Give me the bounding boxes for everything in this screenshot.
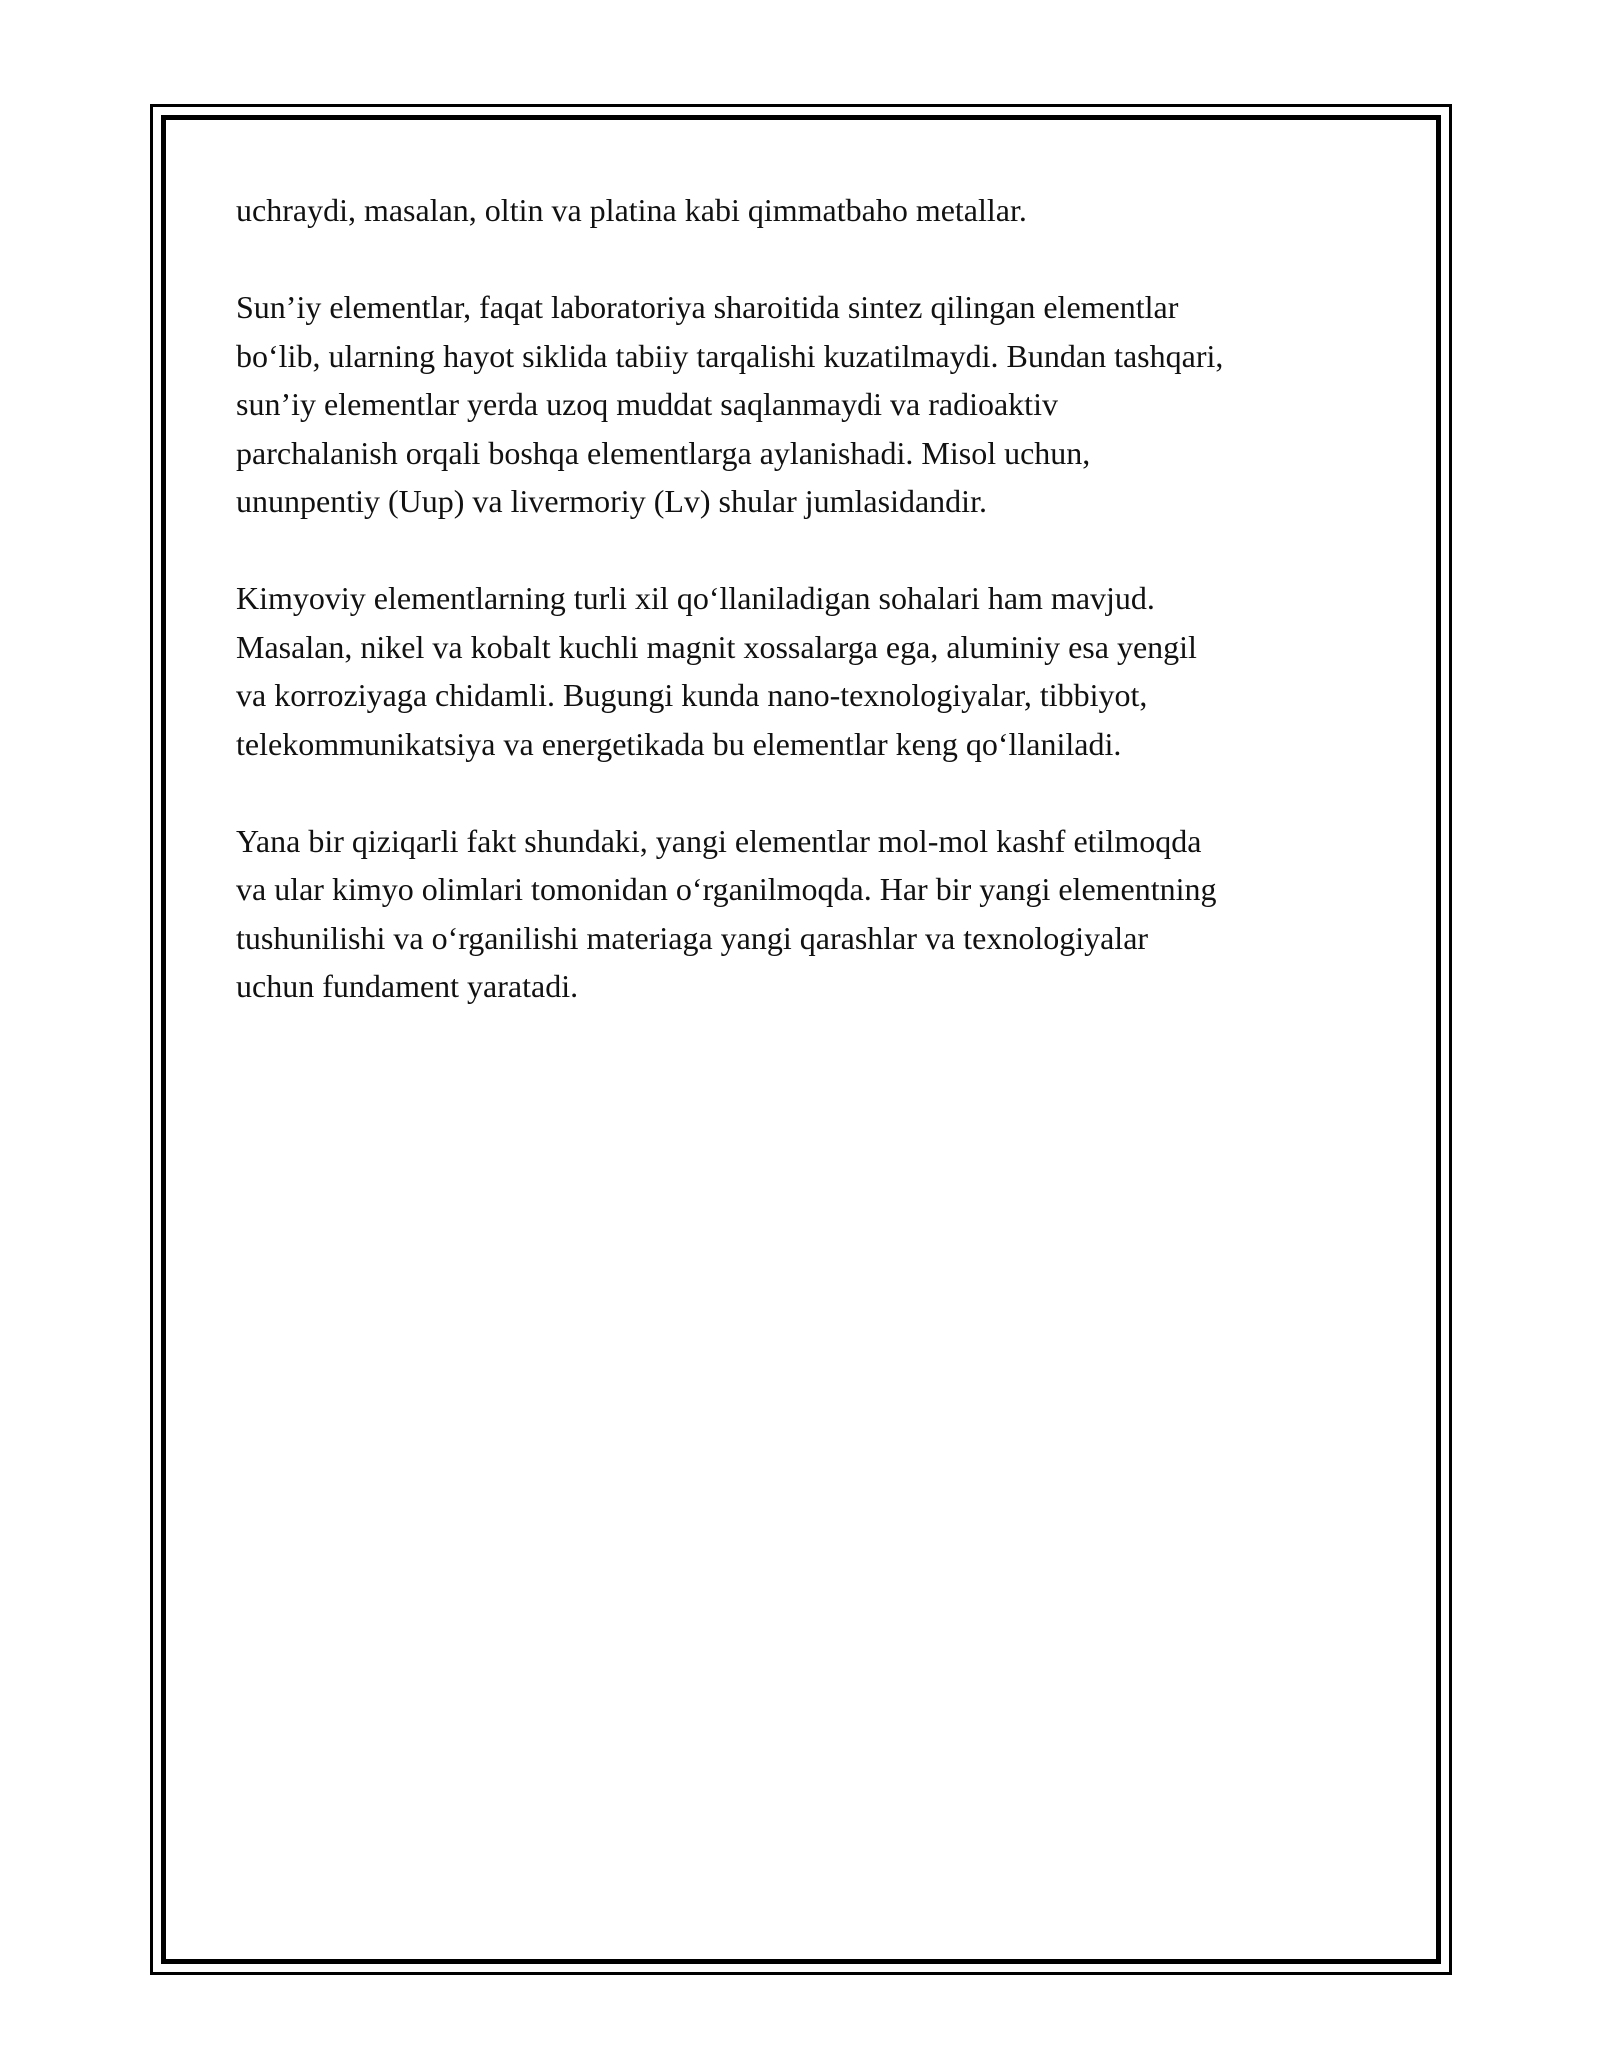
- paragraph-3: Kimyoviy elementlarning turli xil qo‘llaniladigan sohalari ham mavjud. Masalan, nikel va kobalt kuchli magnit xossalarga ega, aluminiy esa yengil va korroziyaga chidamli. Bugungi kunda nano-texnologiyalar, tibbiyot, telekommunikatsiya va energetikada bu elementlar keng qo‘llaniladi.: [236, 580, 1197, 762]
- paragraph-4: Yana bir qiziqarli fakt shundaki, yangi elementlar mol-mol kashf etilmoqda va ular kimyo olimlari tomonidan o‘rganilmoqda. Har bir yangi elementning tushunilishi va o‘rganilishi materiaga yangi qarashlar va texnologiyalar uchun fundament yaratadi.: [236, 822, 1217, 1004]
- paragraph-1: uchraydi, masalan, oltin va platina kabi qimmatbaho metallar.: [236, 192, 1027, 228]
- paragraph-2: Sun’iy elementlar, faqat laboratoriya sharoitida sintez qilingan elementlar bo‘lib, ularning hayot siklida tabiiy tarqalishi kuzatilmaydi. Bundan tashqari, sun’iy elementlar yerda uzoq muddat saqlanmaydi va radioaktiv parchalanish orqali boshqa elementlarga aylanishadi. Misol uchun, ununpentiy (Uup) va livermoriy (Lv) shular jumlasidandir.: [236, 289, 1224, 519]
- document-body: [236, 186, 1386, 1059]
